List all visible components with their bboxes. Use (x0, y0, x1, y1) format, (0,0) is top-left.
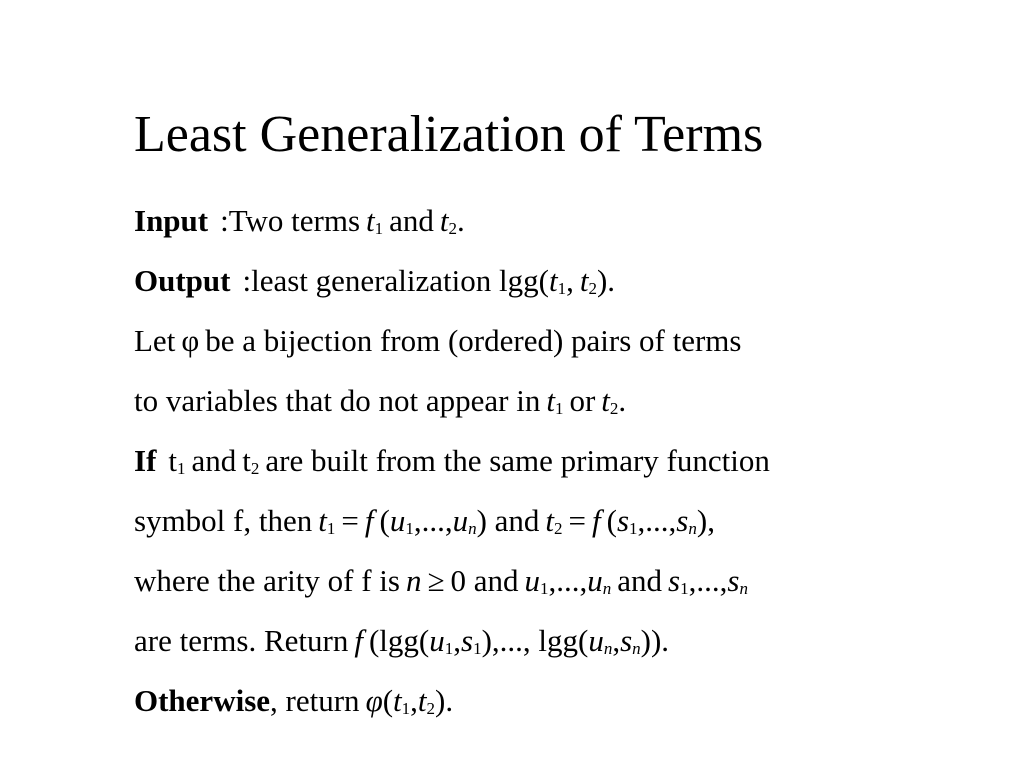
comma: , (410, 683, 418, 718)
close-paren: ). (596, 263, 616, 298)
subscript: 1 (554, 399, 564, 418)
close-paren: ). (435, 683, 454, 718)
func-f: f (354, 623, 363, 658)
and-text: and (389, 203, 434, 238)
ellipsis: ,..., (637, 503, 677, 538)
var-t1: t (366, 203, 375, 238)
var-t2: t (417, 683, 427, 718)
comma: , (566, 263, 574, 298)
input-colon: : (220, 203, 229, 238)
var-s: s (668, 563, 681, 598)
subscript: 1 (680, 579, 689, 598)
otherwise-text: , return (270, 683, 360, 718)
subscript-n: n (632, 639, 641, 658)
equals-sign: = (341, 503, 359, 538)
subscript: 1 (374, 219, 384, 238)
var-s: s (460, 623, 474, 658)
var-n: n (405, 563, 422, 598)
return-text: are terms. Return (134, 623, 349, 658)
var-t1: t (168, 443, 178, 478)
var-s: s (727, 563, 740, 598)
zero-and-text: 0 and (450, 563, 519, 598)
open-paren: ( (379, 503, 390, 538)
close-paren: ), (696, 503, 715, 538)
input-label: Input (134, 203, 209, 238)
if-line (134, 436, 954, 496)
open-paren: ( (382, 683, 394, 718)
subscript-n: n (739, 579, 748, 598)
slide-body (134, 196, 954, 736)
subscript: 2 (588, 279, 597, 298)
var-u: u (429, 623, 445, 658)
lgg-open: (lgg( (368, 623, 430, 658)
comma: , (453, 623, 461, 658)
ellipsis: ,..., (413, 503, 453, 538)
subscript: 1 (540, 579, 549, 598)
output-line (134, 256, 954, 316)
subscript: 1 (405, 519, 414, 538)
subscript-n: n (688, 519, 697, 538)
bijection-line (134, 316, 954, 376)
var-t2: t (439, 203, 449, 238)
subscript: 1 (557, 279, 567, 298)
output-colon: : (242, 263, 252, 298)
subscript-n: n (602, 579, 612, 598)
func-f: f (592, 503, 601, 538)
input-text: Two terms (228, 203, 361, 238)
phi-symbol: φ (365, 683, 383, 718)
var-t2: t (601, 383, 610, 418)
subscript-n: n (603, 639, 613, 658)
and-text: and (191, 443, 237, 478)
period: . (618, 383, 627, 418)
subscript: 1 (444, 639, 454, 658)
var-t1: t (548, 263, 558, 298)
or-text: or (569, 383, 596, 418)
var-u: u (588, 623, 604, 658)
input-line (134, 196, 954, 256)
subscript: 2 (426, 699, 436, 718)
lgg-close: )). (640, 623, 670, 658)
var-s: s (620, 623, 633, 658)
open-paren: ( (606, 503, 617, 538)
var-u: u (587, 563, 603, 598)
geq-sign: ≥ (427, 563, 445, 598)
subscript: 1 (401, 699, 411, 718)
subscript-n: n (468, 519, 477, 538)
arity-line (134, 556, 954, 616)
subscript: 1 (473, 639, 482, 658)
ellipsis: ,..., (548, 563, 588, 598)
variables-text: to variables that do not appear in (134, 383, 541, 418)
output-text: least generalization lgg( (251, 263, 549, 298)
subscript: 2 (448, 219, 458, 238)
phi-symbol: φ (181, 323, 200, 358)
otherwise-line (134, 676, 954, 736)
and-text: and (617, 563, 663, 598)
var-t2: t (242, 443, 251, 478)
function-text: are built from the same primary function (265, 443, 770, 478)
symbol-text: symbol f, then (134, 503, 313, 538)
subscript: 2 (250, 459, 260, 478)
otherwise-label: Otherwise (134, 683, 271, 718)
bijection-text: be a bijection from (ordered) pairs of terms (205, 323, 742, 358)
subscript: 2 (554, 519, 563, 538)
variables-line (134, 376, 954, 436)
var-t1: t (318, 503, 327, 538)
var-s: s (616, 503, 630, 538)
var-t1: t (546, 383, 555, 418)
if-label: If (134, 443, 157, 478)
equals-sign: = (568, 503, 587, 538)
subscript: 1 (326, 519, 336, 538)
var-u: u (524, 563, 541, 598)
var-t2: t (545, 503, 555, 538)
var-t2: t (579, 263, 589, 298)
subscript: 1 (177, 459, 186, 478)
return-line (134, 616, 954, 676)
slide-title: Least Generalization of Terms (134, 106, 764, 163)
output-label: Output (134, 263, 231, 298)
let-text: Let (134, 323, 176, 358)
var-s: s (676, 503, 689, 538)
lgg-mid: ),..., lgg( (481, 623, 589, 658)
period: . (457, 203, 465, 238)
var-t1: t (393, 683, 402, 718)
subscript: 2 (609, 399, 619, 418)
close-and: ) and (476, 503, 540, 538)
ellipsis: ,..., (688, 563, 728, 598)
symbol-line (134, 496, 954, 556)
var-u: u (389, 503, 406, 538)
func-f: f (364, 503, 374, 538)
comma: , (612, 623, 621, 658)
var-u: u (452, 503, 469, 538)
arity-text: where the arity of f is (134, 563, 400, 598)
subscript: 1 (629, 519, 638, 538)
